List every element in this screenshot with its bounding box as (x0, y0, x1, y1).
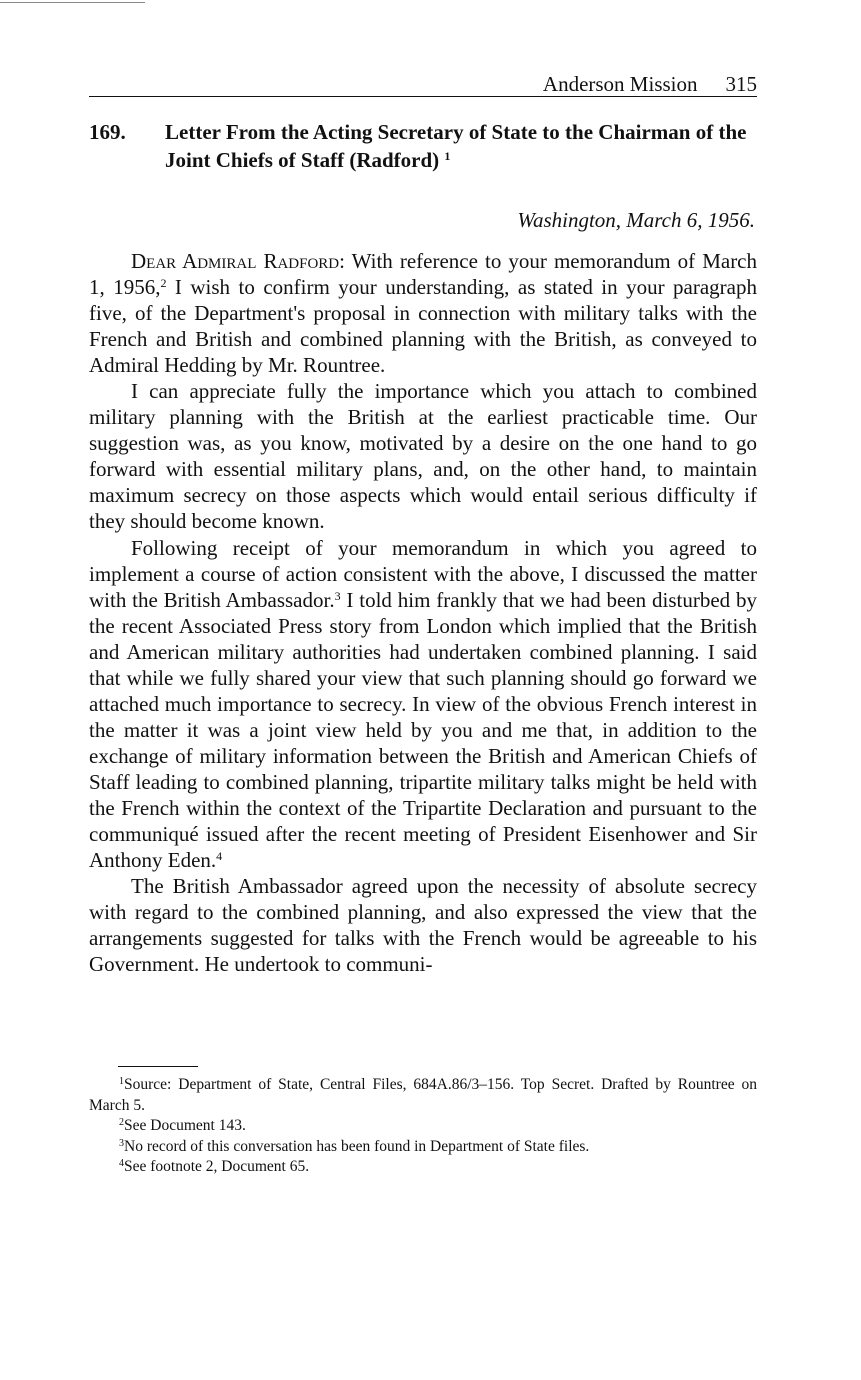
paragraph-text: Following receipt of your memorandum in which you agreed to implement a course of action consistent with the above, I discussed the matter with the British Ambassador. (89, 535, 757, 612)
footnote (89, 1137, 757, 1158)
footnote-ref: 4 (216, 849, 223, 864)
paragraph-text: I wish to confirm your understanding, as stated in your paragraph five, of the Department's proposal in connection with military talks with the French and British and combined planning with the British, as conveyed to Admiral Hedding by Mr. Rountree. (89, 275, 758, 378)
paragraph (89, 248, 757, 378)
paragraph: I can appreciate fully the importance which you attach to combined military planning with the British at the earliest practicable time. Our suggestion was, as you know, motivated by a desire on the one hand to go forward with essential military plans, and, on the other hand, to maintain maximum secrecy on those aspects which would entail serious difficulty if they should become known. (89, 379, 757, 534)
paragraph-text: I told him frankly that we had been disturbed by the recent Associated Press story from London which implied that the British and American military authorities had undertaken combined planning. I said that while we fully shared your view that such planning should go forward we attached much importance to secrecy. In view of the obvious French interest in the matter it was a joint view held by you and me that, in addition to the exchange of military information between the British and American Chiefs of Staff leading to combined planning, tripartite military talks might be held with the French within the context of the Tripartite Declaration and pursuant to the communiqué issued after the recent meeting of President Eisenhower and Sir Anthony Eden. (89, 587, 758, 873)
letter-body (89, 248, 757, 977)
footnote-mark: 4 (119, 1158, 124, 1169)
footnote-mark: 1 (119, 1076, 124, 1087)
page-number: 315 (725, 72, 757, 96)
footnote-ref: 1 (444, 149, 451, 163)
dateline: Washington, March 6, 1956. (517, 208, 755, 232)
footnote-text: Source: Department of State, Central Files, 684A.86/3–156. Top Secret. Drafted by Rountree on March 5. (89, 1076, 757, 1114)
footnote-ref: 2 (160, 276, 167, 291)
header-rule (89, 96, 757, 97)
document-title (165, 118, 765, 174)
footnote-text: No record of this conversation has been found in Department of State files. (124, 1137, 590, 1155)
salutation: Dear Admiral Radford: (131, 249, 345, 273)
footnote (89, 1157, 757, 1178)
footnote-rule (118, 1066, 198, 1067)
running-title: Anderson Mission (542, 72, 698, 96)
footnote-text: See Document 143. (124, 1117, 246, 1134)
footnote-ref: 3 (334, 588, 341, 603)
paragraph (89, 535, 757, 874)
footnote (89, 1116, 757, 1137)
document-title-text: Letter From the Acting Secretary of State to the Chairman of the Joint Chiefs of Staff (Radford) (165, 120, 747, 172)
paragraph-text: With reference to your memorandum of March 1, 1956, (89, 249, 758, 300)
footnote-mark: 2 (119, 1117, 124, 1128)
document-number: 169. (89, 120, 126, 144)
running-head (89, 72, 757, 96)
footnote-text: See footnote 2, Document 65. (124, 1158, 310, 1175)
footnotes (89, 1075, 757, 1178)
paragraph: The British Ambassador agreed upon the necessity of absolute secrecy with regard to the combined planning, and also expressed the view that the arrangements suggested for talks with the French would be agreeable to his Government. He undertook to communi- (89, 874, 757, 977)
footnote-mark: 3 (119, 1137, 124, 1149)
footnote (89, 1075, 757, 1116)
corner-rule (0, 2, 145, 3)
